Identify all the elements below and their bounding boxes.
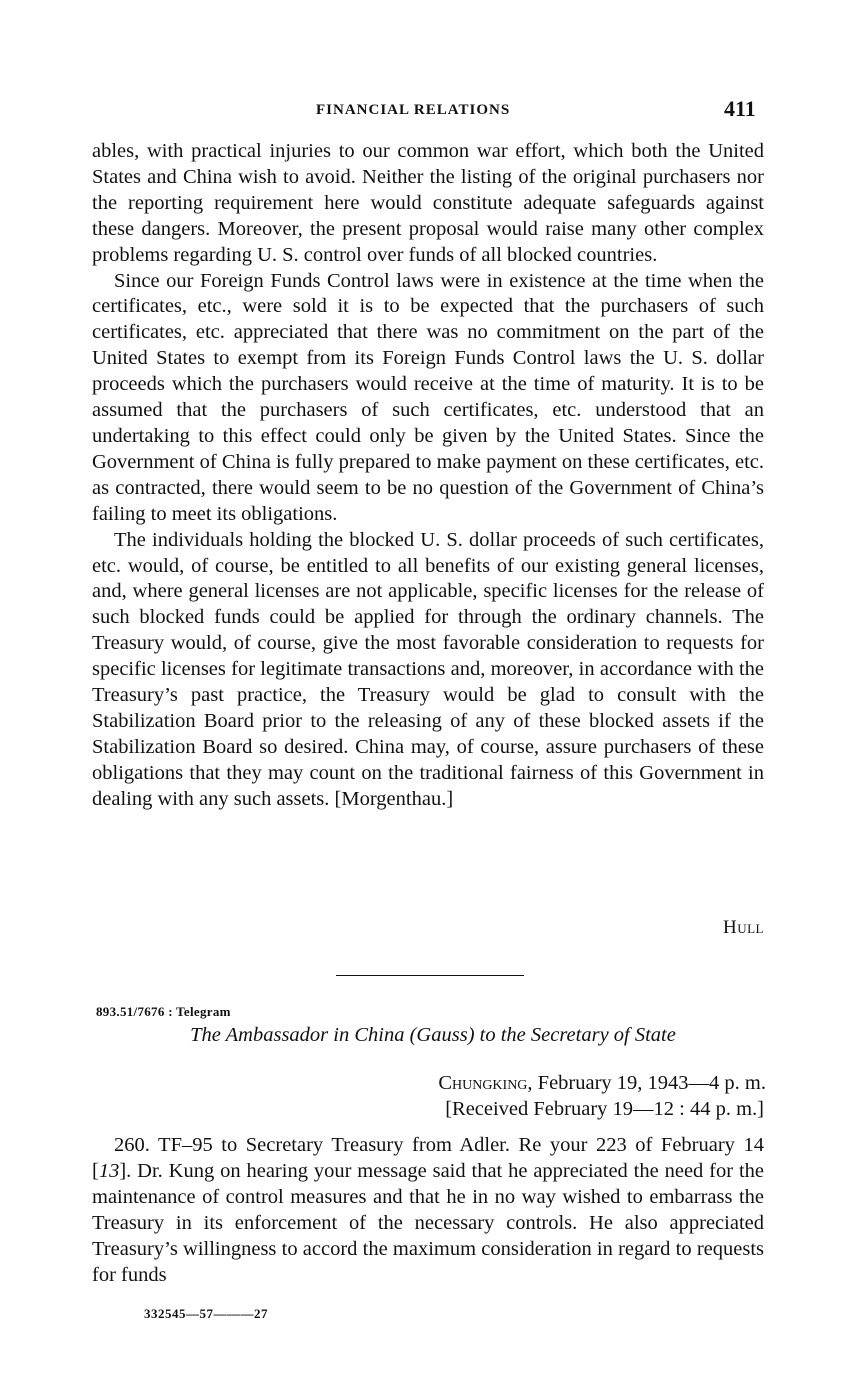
section-divider [336, 975, 524, 976]
print-code: 332545—57———27 [144, 1306, 268, 1321]
document-heading [0, 1024, 850, 1047]
dateline-date: , February 19, 1943—4 p. m. [527, 1072, 766, 1094]
telegram-text: 260. TF–95 to Secretary Treasury from Adler. Re your 223 of February 14 [ [92, 1134, 764, 1182]
running-header [0, 96, 850, 126]
paragraph: The individuals holding the blocked U. S. dollar proceeds of such certificates, etc. would, of course, be entitled to all benefits of our existing general licenses, and, where general licenses are not applicable, specific licenses for the release of such blocked funds could be applied for through the ordinary channels. The Treasury would, of course, give the most favorable consideration to requests for specific licenses for legitimate transactions and, moreover, in accordance with the Treasury’s past practice, the Treasury would be glad to consult with the Stabilization Board prior to the releasing of any of these blocked assets if the Stabilization Board so desired. China may, of course, assure purchasers of these obligations that they may count on the traditional fairness of this Government in dealing with any such assets. [Morgenthau.] [92, 528, 764, 810]
cross-reference: 13 [98, 1159, 120, 1182]
heading-name: Gauss [416, 1024, 468, 1046]
paragraph [92, 1133, 764, 1288]
telegram-body [92, 1133, 764, 1288]
heading-text-end: ) to the Secretary of State [467, 1024, 676, 1046]
dateline [438, 1072, 766, 1095]
telegram-text-cont: ]. Dr. Kung on hearing your message said that he appreciated the need for the maintenance of control measures and that he in no way wished to embarrass the Treasury in its enforcement of the necessary controls. He also appreciated Treasury’s willingness to accord the maximum consideration in regard to requests for funds [92, 1159, 764, 1286]
heading-text: The Ambassador in China ( [190, 1024, 417, 1046]
signature: Hull [723, 917, 764, 938]
paragraph: Since our Foreign Funds Control laws were in existence at the time when the certificates, etc., were sold it is to be expected that the purchasers of such certificates, etc. appreciated that there was no commitment on the part of the United States to exempt from its Foreign Funds Control laws the U. S. dollar proceeds which the purchasers would receive at the time of maturity. It is to be assumed that the purchasers of such certificates, etc. understood that an undertaking to this effect could only be given by the United States. Since the Government of China is fully prepared to make payment on these certificates, etc. as contracted, there would seem to be no question of the Government of China’s failing to meet its obligations. [92, 269, 764, 525]
file-reference: 893.51/7676 : Telegram [96, 1004, 231, 1019]
received-line: [Received February 19—12 : 44 p. m.] [445, 1098, 764, 1120]
paragraph-continuation: ables, with practical injuries to our common war effort, which both the United States and China wish to avoid. Neither the listing of the original purchasers nor the reporting requirement here would constitute adequate safeguards against these dangers. Moreover, the present proposal would raise many other complex problems regarding U. S. control over funds of all blocked countries. [92, 140, 764, 266]
page-number: 411 [724, 96, 756, 121]
dateline-place: Chungking [438, 1072, 528, 1094]
letter-body [92, 139, 764, 813]
running-title: FINANCIAL RELATIONS [316, 102, 511, 118]
